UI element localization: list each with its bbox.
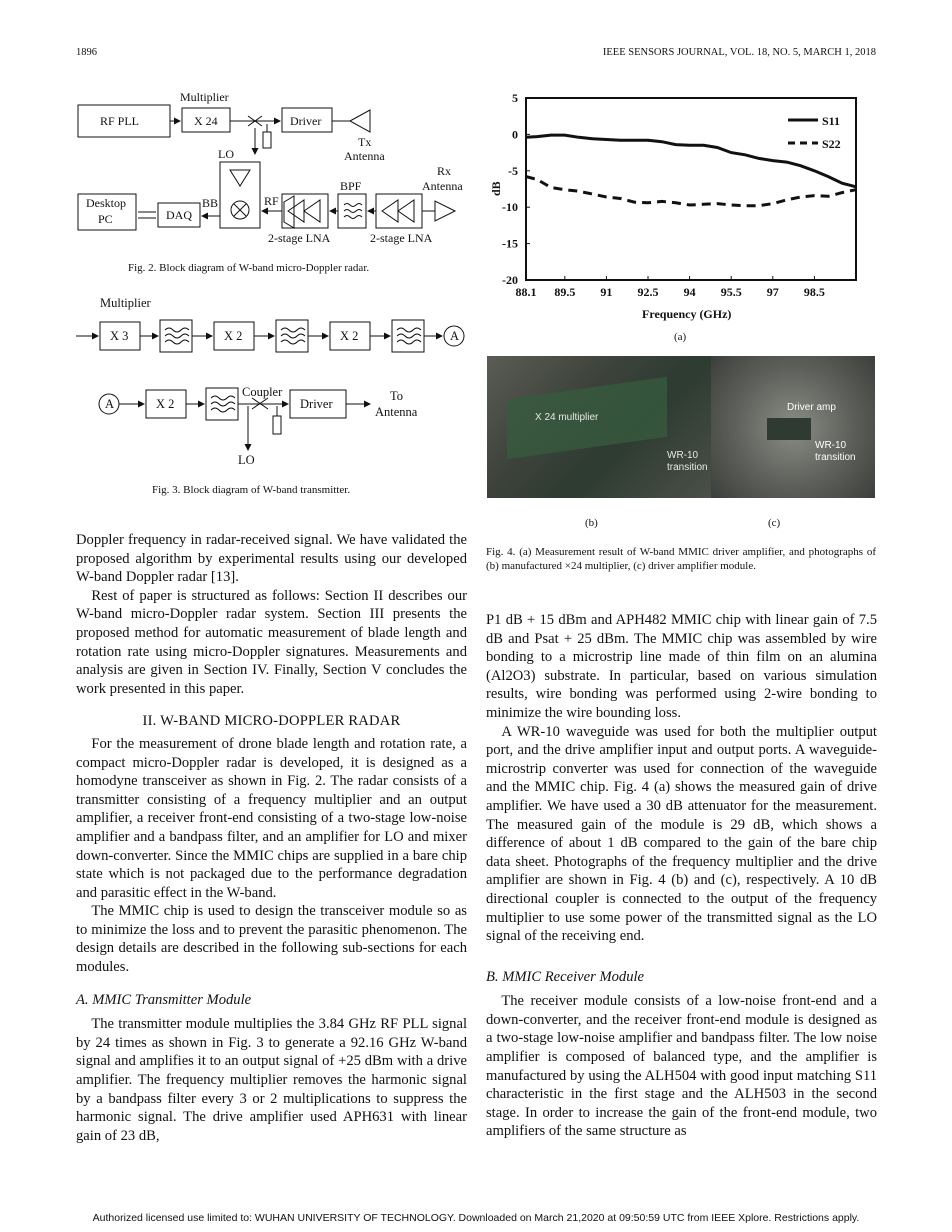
fig2-label-x24: X 24 xyxy=(194,114,218,128)
fig4-panel-a: (a) xyxy=(674,331,687,343)
right-paragraph-3: The receiver module consists of a low-noise front-end and a down-converter, and the receiver front-end module is designed as a two-stage low-noise amplifier and bandpass filter. The low noise amplifier is composed of balanced type, and the amplifier is manufactured by using the ALH504 with good input matching S11 characteristic in the first stage and the ALH503 in the second stage. In order to increase the gain of the front-end module, two amplifiers of the same structure as xyxy=(486,993,877,1140)
fig2-label-daq: DAQ xyxy=(166,208,192,222)
subsection-b-heading: B. MMIC Receiver Module xyxy=(486,968,645,985)
fig2-label-lo: LO xyxy=(218,147,234,161)
left-paragraph-2: Rest of paper is structured as follows: Section II describes our W-band micro-Doppler radar system. Section III presents the proposed method for automatic measurement of blade length and rotation rate using micro-Doppler signatures. Measurements and analysis are given in Section IV. Finally, Section V concludes the work presented in this paper. xyxy=(76,587,467,697)
fig4-panel-c: (c) xyxy=(768,517,781,529)
fig2-label-desktop1: Desktop xyxy=(86,196,126,210)
fig3-label-a2: A xyxy=(105,397,115,411)
fig3-label-to1: To xyxy=(390,389,404,403)
fig3-label-coupler: Coupler xyxy=(242,385,283,399)
fig3-label-lo: LO xyxy=(238,453,255,467)
left-paragraph-3: For the measurement of drone blade length and rotation rate, a compact micro-Doppler radar is developed, it is designed as a homodyne transceiver as shown in Fig. 2. The radar consists of a transmitter consisting of a frequency multiplier and an output amplifier, a receiver front-end consisting of a two-stage low-noise amplifier and a bandpass filter, and an amplifier for LO and mixer down-converter. Since the MMIC chips are supplied in a bare chip state which is not packaged due to the performance degradation and parasitic effect in the W-band. xyxy=(76,735,467,901)
photo-chip xyxy=(767,418,811,440)
y-tick-label-3: -10 xyxy=(502,200,518,215)
fig3-label-a1: A xyxy=(450,329,460,343)
y-tick-label-0: 5 xyxy=(512,91,518,105)
fig2-label-rf: RF xyxy=(264,194,279,208)
y-tick-label-5: -20 xyxy=(502,273,518,287)
y-tick-label-4: -15 xyxy=(502,236,518,251)
fig3-label-x3: X 3 xyxy=(110,329,129,343)
fig2-label-tx2: Antenna xyxy=(344,149,385,163)
chart-x-label: Frequency (GHz) xyxy=(642,307,732,321)
x-tick-label-7: 98.5 xyxy=(803,285,825,299)
left-column xyxy=(76,531,467,1145)
fig2-caption: Fig. 2. Block diagram of W-band micro-Doppler radar. xyxy=(128,262,370,274)
fig2-label-driver: Driver xyxy=(290,114,322,128)
fig2-label-multiplier: Multiplier xyxy=(180,90,229,104)
photo-c-label1: Driver amp xyxy=(787,402,836,413)
fig2-label-bpf: BPF xyxy=(340,179,362,193)
section-heading-2: II. W-BAND MICRO-DOPPLER RADAR xyxy=(142,713,401,730)
fig4-caption: Fig. 4. (a) Measurement result of W-band MMIC driver amplifier, and photographs of (b) manufactured ×24 multiplier, (c) driver amplifier module. xyxy=(486,546,876,572)
fig2-label-tx1: Tx xyxy=(358,135,372,149)
fig3-label-x2b: X 2 xyxy=(340,329,359,343)
fig2-block-diagram xyxy=(70,88,470,248)
fig2-label-rx1: Rx xyxy=(437,164,452,178)
chart-y-label: dB xyxy=(489,181,503,196)
photo-c-label2: WR-10 xyxy=(815,440,847,451)
license-footer: Authorized licensed use limited to: WUHAN UNIVERSITY OF TECHNOLOGY. Downloaded on March 21,2020 at 09:50:59 UTC from IEEE Xplore. Restrictions apply. xyxy=(92,1212,860,1224)
left-paragraph-1: Doppler frequency in radar-received signal. We have validated the proposed algorithm by experimental results using our developed W-band Doppler radar [13]. xyxy=(76,532,467,586)
right-paragraph-1: P1 dB + 15 dBm and APH482 MMIC chip with linear gain of 7.5 dB and Psat + 25 dBm. The MMIC chip was assembled by wire bonding to a microstrip line made of thin film on an alumina (Al2O3) substrate. In particular, based on various simulation results, wire bonding was performed using 2-wire bonding to minimize the wire bounding loss. xyxy=(486,612,877,721)
fig4c-photo-driver xyxy=(711,356,875,498)
legend-label-s11: S11 xyxy=(822,114,841,128)
photo-b-label3: transition xyxy=(667,462,708,473)
right-column xyxy=(486,611,877,1141)
chart-plot-frame xyxy=(526,98,856,280)
legend-label-s22: S22 xyxy=(822,137,841,151)
fig3-caption: Fig. 3. Block diagram of W-band transmitter. xyxy=(152,484,351,496)
fig3-label-x2a: X 2 xyxy=(224,329,243,343)
photo-b-label2: WR-10 xyxy=(667,450,699,461)
fig4-panel-b: (b) xyxy=(585,517,598,529)
fig2-label-rfpll: RF PLL xyxy=(100,114,140,128)
x-tick-label-3: 92.5 xyxy=(637,285,659,299)
photo-c-label3: transition xyxy=(815,452,856,463)
fig4a-chart xyxy=(486,88,876,348)
page-number: 1896 xyxy=(76,47,97,58)
fig3-label-to2: Antenna xyxy=(375,405,418,419)
y-tick-label-1: 0 xyxy=(512,127,518,142)
y-tick-label-2: -5 xyxy=(508,163,518,178)
series-line-s22 xyxy=(526,177,856,206)
fig2-label-bb: BB xyxy=(202,196,219,210)
journal-header: IEEE SENSORS JOURNAL, VOL. 18, NO. 5, MARCH 1, 2018 xyxy=(602,47,876,58)
fig3-label-multiplier: Multiplier xyxy=(100,296,151,310)
x-tick-label-6: 97 xyxy=(766,285,779,299)
fig4b-photo-multiplier xyxy=(487,356,711,498)
fig2-label-desktop2: PC xyxy=(98,212,113,226)
x-tick-label-5: 95.5 xyxy=(720,285,742,299)
fig3-label-driver: Driver xyxy=(300,397,333,411)
x-tick-label-4: 94 xyxy=(683,285,696,299)
fig2-label-lna-right: 2-stage LNA xyxy=(370,231,433,245)
x-tick-label-0: 88.1 xyxy=(515,285,537,299)
x-tick-label-2: 91 xyxy=(600,285,613,299)
fig3-label-x2c: X 2 xyxy=(156,397,175,411)
fig3-block-diagram xyxy=(70,292,470,472)
x-tick-label-1: 89.5 xyxy=(554,285,576,299)
left-paragraph-5: The transmitter module multiplies the 3.84 GHz RF PLL signal by 24 times as shown in Fig. 3 to generate a 92.16 GHz W-band signal and amplifies it to an output signal of +25 dBm with a drive amplifier. The frequency multiplier removes the harmonic signal by a bandpass filter every 3 or 2 multiplications to suppress the harmonic signal. The drive amplifier used APH631 with linear gain of 23 dB, xyxy=(76,1016,467,1144)
subsection-a-heading: A. MMIC Transmitter Module xyxy=(76,991,252,1008)
fig2-label-rx2: Antenna xyxy=(422,179,463,193)
right-paragraph-2: A WR-10 waveguide was used for both the multiplier output port, and the drive amplifier input and output ports. A waveguide-microstrip converter was used for connection of the waveguide and the MMIC chip. Fig. 4 (a) shows the measured gain of drive amplifier. We have used a 30 dB attenuator for the measurement. The measured gain of the module is 29 dB, which shows a difference of about 1 dB compared to the gain of the bare chip data sheet. Photographs of the frequency multiplier and the drive amplifier are shown in Fig. 4 (b) and (c), respectively. A 10 dB directional coupler is connected to the output of the frequency multiplier to use some power of the transmitted signal as the LO signal of the receiving end. xyxy=(486,723,877,945)
fig2-label-lna-left: 2-stage LNA xyxy=(268,231,331,245)
photo-b-label: X 24 multiplier xyxy=(535,412,599,423)
left-paragraph-4: The MMIC chip is used to design the transceiver module so as to minimize the loss and to prevent the parasitic phenomenon. The design details are described in the following sub-sections for each modules. xyxy=(76,903,467,976)
